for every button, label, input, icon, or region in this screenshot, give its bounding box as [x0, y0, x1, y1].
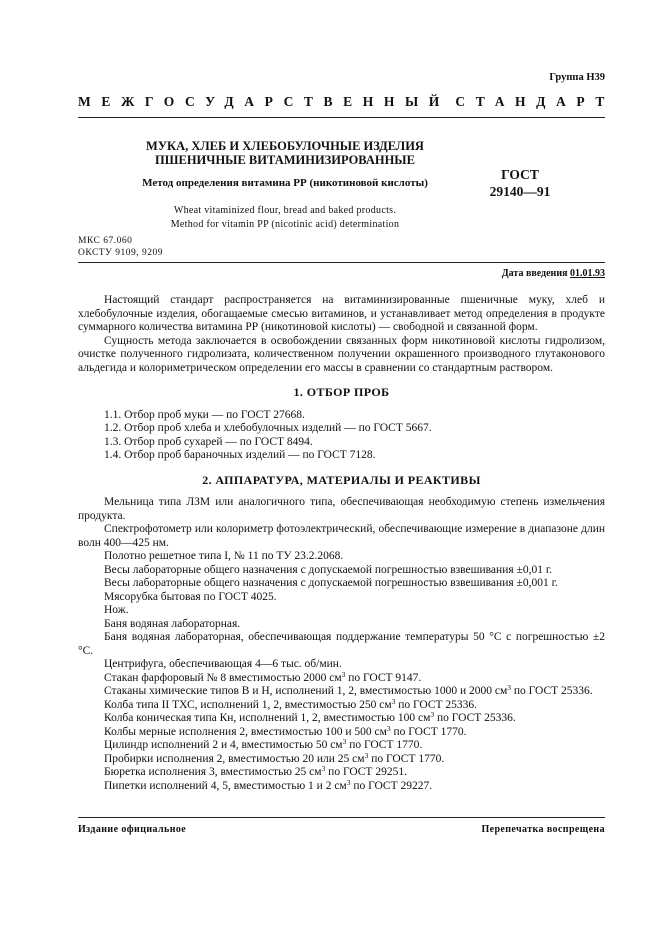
section-2-item: Спектрофотометр или колориметр фотоэлектрический, обеспечивающие измерение в диапазоне длин волн 400—425 нм.: [78, 523, 605, 549]
section-2-item: Мельница типа ЛЗМ или аналогичного типа, обеспечивающая необходимую степень измельчения продукта.: [78, 496, 605, 522]
classification-codes: [78, 235, 163, 259]
section-2-item: Баня водяная лабораторная.: [104, 617, 241, 630]
document-body: [78, 294, 605, 793]
gost-number: 29140—91: [489, 184, 551, 199]
section-2-item: Мясорубка бытовая по ГОСТ 4025.: [104, 590, 277, 603]
section-2-item: Нож.: [104, 604, 129, 616]
english-title-line-2: Method for vitamin PP (nicotinic acid) determination: [170, 218, 400, 230]
introduction-date-label: Дата введения: [501, 268, 568, 279]
section-2-item: Колба типа II ТХС, исполнений 1, 2, вместимостью 250 $см^3$ по ГОСТ 25336.: [104, 696, 478, 711]
banner-word-standard: СТАНДАРТ: [455, 94, 615, 109]
section-2-item: Стаканы химические типов В и Н, исполнений 1, 2, вместимостью 1000 и 2000 $см^3$ по ГОСТ 25336.: [104, 683, 593, 697]
section-2-item: Колба коническая типа Кн, исполнений 1, 2, вместимостью 100 $см^3$ по ГОСТ 25336.: [104, 710, 516, 724]
section-1-item: 1.2. Отбор проб хлеба и хлебобулочных изделий — по ГОСТ 5667.: [104, 422, 432, 434]
footer-rule: [78, 817, 605, 818]
section-1-item: 1.4. Отбор проб бараночных изделий — по ГОСТ 7128.: [104, 449, 376, 461]
method-title: Метод определения витамина РР (никотиновой кислоты): [142, 177, 428, 189]
section-2-item: Колбы мерные исполнения 2, вместимостью 100 и 500 $см^3$ по ГОСТ 1770.: [104, 723, 467, 738]
essence-paragraph: Сущность метода заключается в освобождении связанных форм никотиновой кислоты гидролизом, очистке полученного гидролизата, количественном получении окрашенного производного глутаконового альдегида и колориметрическом определении его массы в сравнении со стандартным раствором.: [78, 334, 605, 374]
official-edition-note: Издание официальное: [78, 824, 187, 835]
section-1-item: 1.1. Отбор проб муки — по ГОСТ 27668.: [104, 408, 305, 421]
section-2-item: Полотно решетное типа I, № 11 по ТУ 23.2.2068.: [104, 550, 344, 562]
introduction-date: [502, 268, 605, 279]
mks-code: МКС 67.060: [78, 236, 133, 246]
english-title: [120, 204, 450, 231]
section-2-heading: 2. АППАРАТУРА, МАТЕРИАЛЫ И РЕАКТИВЫ: [202, 472, 481, 487]
title-line-2: ПШЕНИЧНЫЕ ВИТАМИНИЗИРОВАННЫЕ: [155, 153, 415, 167]
section-2-item: Пипетки исполнений 4, 5, вместимостью 1 и 2 $см^3$ по ГОСТ 29227.: [104, 777, 433, 792]
standard-banner: [78, 94, 615, 110]
introduction-date-value: 01.01.93: [570, 268, 605, 279]
section-2-item: Баня водяная лабораторная, обеспечивающая поддержание температуры 50 °С с погрешностью ±2 °С.: [78, 631, 605, 657]
page-footer: [78, 824, 605, 835]
section-1-item: 1.3. Отбор проб сухарей — по ГОСТ 8494.: [104, 435, 313, 448]
banner-word-interstate: МЕЖГОСУДАРСТВЕННЫЙ: [78, 94, 450, 109]
section-2-item: Весы лабораторные общего назначения с допускаемой погрешностью взвешивания ±0,01 г.: [104, 563, 553, 576]
section-2-item: Бюретка исполнения 3, вместимостью 25 $см^3$ по ГОСТ 29251.: [104, 764, 407, 778]
group-code: Группа Н39: [549, 72, 605, 83]
codes-rule: [78, 262, 605, 263]
section-1-heading: 1. ОТБОР ПРОБ: [293, 385, 390, 399]
section-2-item: Цилиндр исполнений 2 и 4, вместимостью 50 $см^3$ по ГОСТ 1770.: [104, 737, 423, 751]
section-2-item: Весы лабораторные общего назначения с допускаемой погрешностью взвешивания ±0,001 г.: [104, 577, 558, 589]
header-rule: [78, 117, 605, 118]
title-line-1: МУКА, ХЛЕБ И ХЛЕБОБУЛОЧНЫЕ ИЗДЕЛИЯ: [146, 139, 424, 153]
section-2-item: Центрифуга, обеспечивающая 4—6 тыс. об/мин.: [104, 658, 342, 670]
section-2-item: Стакан фарфоровый № 8 вместимостью 2000 $см^3$ по ГОСТ 9147.: [104, 669, 422, 684]
section-2-item: Пробирки исполнения 2, вместимостью 20 или 25 $см^3$ по ГОСТ 1770.: [104, 750, 445, 765]
gost-designation: [488, 166, 552, 200]
english-title-line-1: Wheat vitaminized flour, bread and baked products.: [173, 205, 397, 216]
gost-label: ГОСТ: [501, 167, 539, 182]
scope-paragraph: Настоящий стандарт распространяется на витаминизированные пшеничные муку, хлеб и хлебобулочные изделия, обогащаемые смесью витаминов, и устанавливает метод определения в продукте суммарного количества витамина РР (никотиновой кислоты) — свободной и связанной форм.: [78, 294, 605, 333]
okstu-code: ОКСТУ 9109, 9209: [78, 248, 163, 258]
document-title: [120, 139, 450, 167]
reprint-prohibited-note: Перепечатка воспрещена: [481, 824, 605, 835]
